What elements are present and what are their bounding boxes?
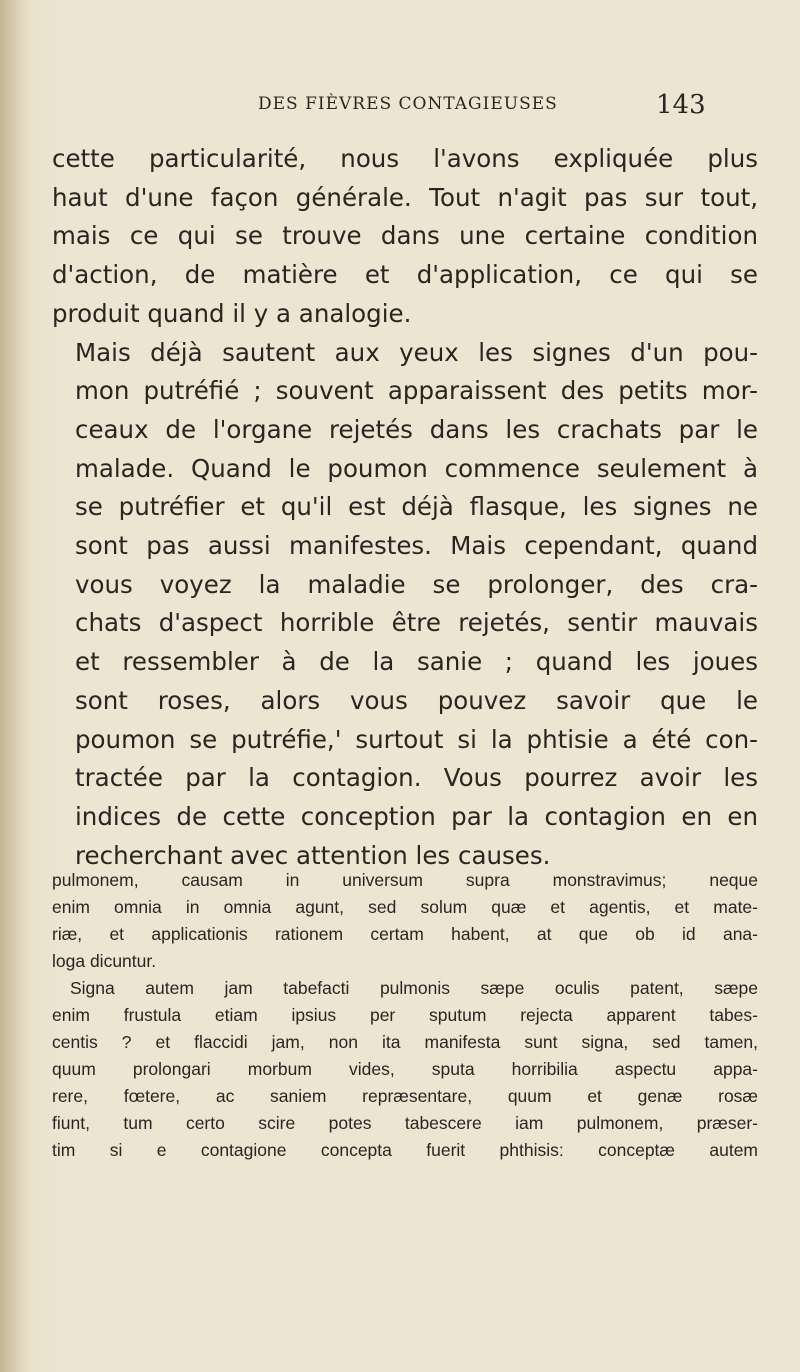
text-line: vous voyez la maladie se prolonger, des cra-: [75, 569, 758, 599]
text-line: riæ, et applicationis rationem certam habent, at que ob id ana-: [52, 924, 758, 944]
text-line: chats d'aspect horrible être rejetés, sentir mauvais: [75, 608, 758, 638]
french-paragraph-1: [52, 140, 758, 334]
text-line: enim frustula etiam ipsius per sputum rejecta apparent tabes-: [52, 1005, 758, 1025]
gutter-shadow: [0, 0, 30, 1372]
text-line: recherchant avec attention les causes.: [75, 840, 551, 870]
text-line: d'action, de matière et d'application, ce qui se: [52, 260, 758, 290]
text-line: et ressembler à de la sanie ; quand les joues: [75, 647, 758, 677]
text-line: enim omnia in omnia agunt, sed solum quæ et agentis, et mate-: [52, 897, 758, 917]
text-line: fiunt, tum certo scire potes tabescere iam pulmonem, præser-: [52, 1113, 758, 1133]
text-line: quum prolongari morbum vides, sputa horribilia aspectu appa-: [52, 1059, 758, 1079]
text-line: rere, fœtere, ac saniem repræsentare, quum et genæ rosæ: [52, 1086, 758, 1106]
page-number: 143: [656, 90, 706, 120]
text-line: mais ce qui se trouve dans une certaine condition: [52, 221, 758, 251]
text-line: Signa autem jam tabefacti pulmonis sæpe oculis patent, sæpe: [70, 978, 758, 998]
text-line: tractée par la contagion. Vous pourrez avoir les: [75, 763, 758, 793]
latin-original: [52, 867, 758, 1164]
text-line: sont pas aussi manifestes. Mais cependant, quand: [75, 531, 758, 561]
latin-paragraph-2: [52, 975, 758, 1164]
text-line: poumon se putréfie,' surtout si la phtisie a été con-: [75, 724, 758, 754]
text-line: Mais déjà sautent aux yeux les signes d'un pou-: [75, 337, 758, 367]
page-header: [0, 90, 800, 130]
text-line: pulmonem, causam in universum supra monstravimus; neque: [52, 870, 758, 890]
running-title: DES FIÈVRES CONTAGIEUSES: [258, 94, 558, 114]
text-line: centis ? et flaccidi jam, non ita manifesta sunt signa, sed tamen,: [52, 1032, 758, 1052]
french-translation: [52, 140, 758, 875]
text-line: ceaux de l'organe rejetés dans les crachats par le: [75, 414, 758, 444]
text-line: malade. Quand le poumon commence seulement à: [75, 453, 758, 483]
french-paragraph-2: [52, 334, 758, 876]
text-line: haut d'une façon générale. Tout n'agit pas sur tout,: [52, 182, 758, 212]
text-line: indices de cette conception par la contagion en en: [75, 801, 758, 831]
text-line: se putréfier et qu'il est déjà flasque, les signes ne: [75, 492, 758, 522]
text-line: sont roses, alors vous pouvez savoir que le: [75, 685, 758, 715]
text-line: produit quand il y a analogie.: [52, 298, 412, 328]
latin-paragraph-1: [52, 867, 758, 975]
text-line: cette particularité, nous l'avons expliquée plus: [52, 144, 758, 173]
text-line: tim si e contagione concepta fuerit phthisis: conceptæ autem: [52, 1140, 758, 1160]
text-line: loga dicuntur.: [52, 951, 157, 971]
text-line: mon putréfié ; souvent apparaissent des petits mor-: [75, 376, 758, 406]
